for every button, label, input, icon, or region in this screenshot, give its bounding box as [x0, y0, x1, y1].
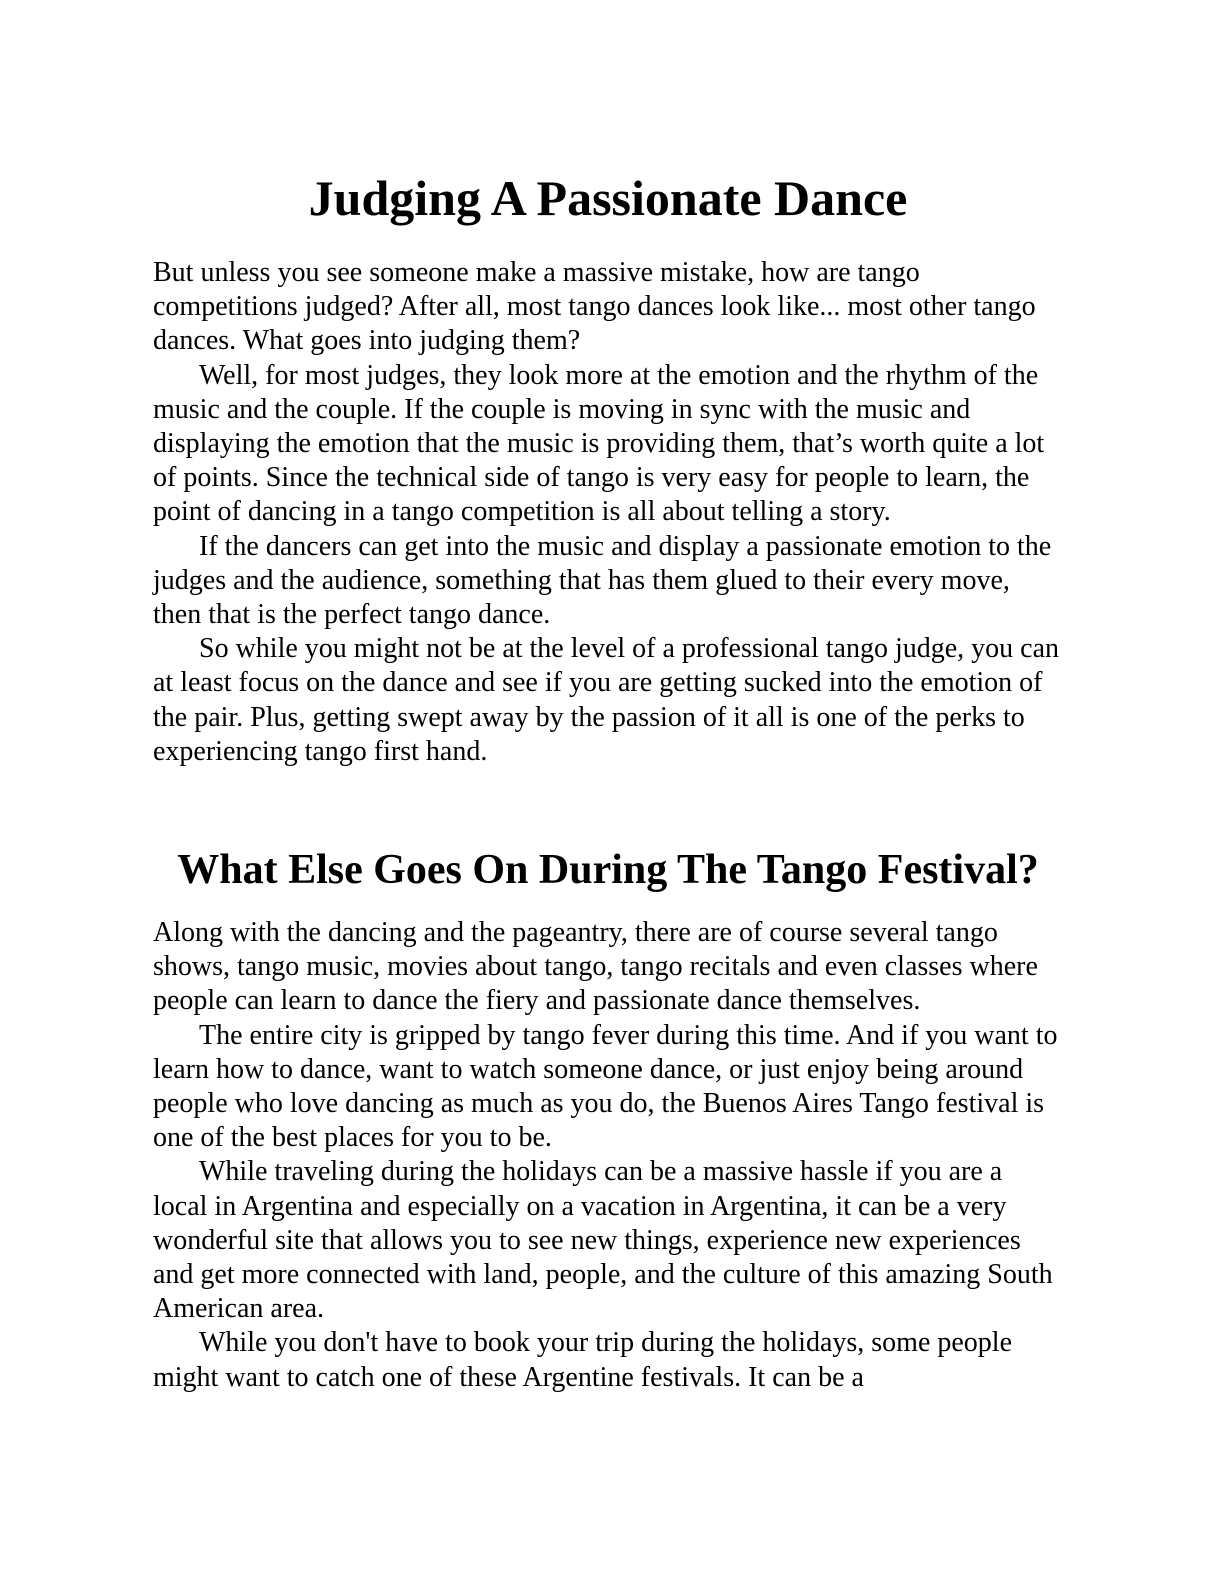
- section-heading: What Else Goes On During The Tango Festival?: [177, 847, 1039, 893]
- paragraph: If the dancers can get into the music and display a passionate emotion to the judges and the audience, something that has them glued to their every move, then that is the perfect tango dance.: [153, 530, 1052, 631]
- section-body: [153, 916, 1063, 1395]
- paragraph: While you don't have to book your trip during the holidays, some people might want to catch one of these Argentine festivals. It can be a: [153, 1327, 1013, 1393]
- paragraph: The entire city is gripped by tango fever during this time. And if you want to learn how to dance, want to watch someone dance, or just enjoy being around people who love dancing as much as you do, the Buenos Aires Tango festival is one of the best places for you to be.: [153, 1019, 1058, 1154]
- paragraph: Along with the dancing and the pageantry, there are of course several tango shows, tango music, movies about tango, tango recitals and even classes where people can learn to dance the fiery and passionate dance themselves.: [153, 917, 1038, 1017]
- section-heading: Judging A Passionate Dance: [308, 170, 908, 226]
- section-body: [153, 256, 1063, 769]
- paragraph: But unless you see someone make a massive mistake, how are tango competitions judged? After all, most tango dances look like... most other tango dances. What goes into judging them?: [153, 257, 1036, 357]
- paragraph: Well, for most judges, they look more at the emotion and the rhythm of the music and the couple. If the couple is moving in sync with the music and displaying the emotion that the music is providing them, that’s worth quite a lot of points. Since the technical side of tango is very easy for people to learn, the point of dancing in a tango competition is all about telling a story.: [153, 359, 1045, 528]
- paragraph: While traveling during the holidays can be a massive hassle if you are a local in Argentina and especially on a vacation in Argentina, it can be a very wonderful site that allows you to see new things, experience new experiences and get more connected with land, people, and the culture of this amazing South American area.: [153, 1156, 1053, 1325]
- paragraph: So while you might not be at the level of a professional tango judge, you can at least focus on the dance and see if you are getting sucked into the emotion of the pair. Plus, getting swept away by the passion of it all is one of the perks to experiencing tango first hand.: [153, 633, 1060, 767]
